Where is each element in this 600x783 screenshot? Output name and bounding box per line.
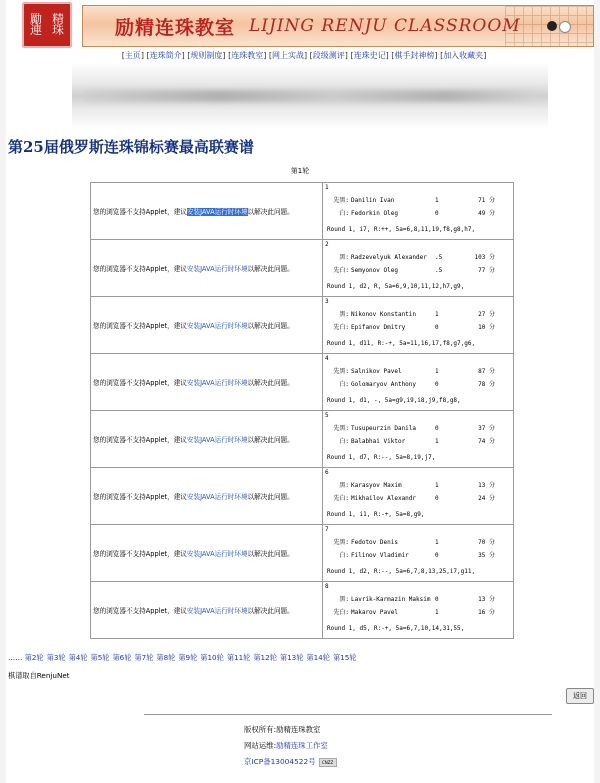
round-link[interactable]: 第4轮	[68, 653, 88, 662]
white-player: 白: Filinov Vladimir 0 35 分	[339, 552, 495, 559]
applet-notice: 您的浏览器不支持Applet，建议安装JAVA运行时环境以解决此问题。	[91, 297, 323, 354]
white-player: 白: Golomaryov Anthony 0 78 分	[339, 381, 495, 388]
install-java-link[interactable]: 安装JAVA运行时环境	[186, 550, 248, 558]
round-links: …… 第2轮 第3轮 第4轮 第5轮 第6轮 第7轮 第8轮 第9轮 第10轮 第11轮 第12轮 第13轮 第14轮 第15轮	[8, 653, 357, 662]
nav-link[interactable]: 连珠史记	[353, 51, 386, 60]
round-link[interactable]: 第2轮	[24, 653, 44, 662]
game-number: 8	[325, 583, 329, 590]
round-link[interactable]: 第11轮	[226, 653, 251, 662]
install-java-link[interactable]: 安装JAVA运行时环境	[186, 322, 248, 330]
white-player: 先白: Mikhailov Alexandr 0 24 分	[333, 495, 495, 502]
round-link[interactable]: 第3轮	[46, 653, 66, 662]
install-java-link[interactable]: 安装JAVA运行时环境	[186, 493, 248, 501]
applet-notice: 您的浏览器不支持Applet，建议安装JAVA运行时环境以解决此问题。	[91, 468, 323, 525]
round-link[interactable]: 第10轮	[200, 653, 224, 662]
white-player: 先白: Epifanov Dmitry 0 10 分	[333, 324, 495, 331]
game-row	[91, 183, 514, 240]
game-info	[323, 525, 514, 582]
install-java-link[interactable]: 安装JAVA运行时环境	[186, 607, 248, 615]
black-player: 黑: Karasyov Maxim 1 13 分	[339, 482, 495, 489]
page-title: 第25届俄罗斯连珠锦标赛最高联赛谱	[8, 138, 254, 156]
install-java-link[interactable]: 安装JAVA运行时环境	[186, 436, 248, 444]
game-info	[323, 582, 514, 639]
game-info	[323, 183, 514, 240]
game-info	[323, 297, 514, 354]
copyright-owner: 励精连珠教室	[276, 725, 321, 734]
icp-link[interactable]: 京ICP备13004522号	[244, 757, 316, 766]
game-row	[91, 468, 514, 525]
applet-notice: 您的浏览器不支持Applet，建议安装JAVA运行时环境以解决此问题。	[91, 411, 323, 468]
game-record: Round 1, i7, R:++, 5a=6,8,11,19,f8,g8,h7,	[327, 226, 476, 233]
round-link[interactable]: 第13轮	[279, 653, 304, 662]
applet-notice: 您的浏览器不支持Applet，建议安装JAVA运行时环境以解决此问题。	[91, 354, 323, 411]
game-record: Round 1, d5, R:-+, 5a=6,7,10,14,31,55,	[327, 625, 465, 632]
nav-link[interactable]: 棋手封神榜	[394, 51, 435, 60]
games-table	[90, 182, 514, 639]
nav-link[interactable]: 连珠教室	[231, 51, 264, 60]
footer-divider	[144, 714, 552, 715]
nav-link[interactable]: 规则制度	[190, 51, 223, 60]
install-java-link[interactable]: 安装JAVA运行时环境	[186, 208, 248, 216]
site-logo-seal[interactable]: 勵 精 連 珠	[22, 2, 72, 48]
round-link[interactable]: 第5轮	[90, 653, 110, 662]
applet-notice: 您的浏览器不支持Applet，建议安装JAVA运行时环境以解决此问题。	[91, 183, 323, 240]
banner-title-cn: 励精连珠教室	[115, 16, 236, 39]
black-player: 先黑: Salnikov Pavel 1 87 分	[333, 368, 495, 375]
nav-link[interactable]: 连珠简介	[149, 51, 182, 60]
game-number: 5	[325, 412, 329, 419]
game-row	[91, 582, 514, 639]
game-number: 2	[325, 241, 329, 248]
round-link[interactable]: 第7轮	[134, 653, 154, 662]
round-link[interactable]: 第8轮	[156, 653, 176, 662]
applet-notice: 您的浏览器不支持Applet，建议安装JAVA运行时环境以解决此问题。	[91, 240, 323, 297]
game-record: Round 1, d2, R:--, 5a=6,7,8,13,25,i7,g11,	[327, 568, 476, 575]
game-number: 3	[325, 298, 329, 305]
black-player: 黑: Nikonov Konstantin 1 27 分	[339, 311, 495, 318]
black-player: 先黑: Fedotov Denis 1 70 分	[333, 539, 495, 546]
black-player: 先黑: Tusupeurzin Danila 0 37 分	[333, 425, 495, 432]
footer: 版权所有:励精连珠教室 网站运维:励精连珠工作室 京ICP备13004522号 CNZZ	[244, 722, 337, 770]
cnzz-badge[interactable]: CNZZ	[319, 758, 337, 767]
nav-link[interactable]: 段级测评	[312, 51, 345, 60]
install-java-link[interactable]: 安装JAVA运行时环境	[186, 379, 248, 387]
round-link[interactable]: 第15轮	[332, 653, 357, 662]
black-player: 黑: Lavrik-Karmazin Maksim 0 13 分	[339, 596, 495, 603]
white-stone-icon	[559, 21, 571, 33]
game-record: Round 1, d7, R:--, 5a=8,i9,j7,	[327, 454, 436, 461]
white-player: 先白: Makarov Pavel 1 16 分	[333, 609, 495, 616]
game-number: 1	[325, 184, 329, 191]
round-link[interactable]: 第9轮	[178, 653, 198, 662]
game-row	[91, 297, 514, 354]
game-record: Round 1, d2, R, 5a=6,9,10,11,12,h7,g9,	[327, 283, 465, 290]
round-link[interactable]: 第14轮	[306, 653, 330, 662]
main-nav: [主页] [连珠简介] [规则制度] [连珠教室] [网上实战] [段级测评] [连珠史记] [棋手封神榜] [加入收藏夹]	[121, 51, 487, 60]
round-label: 第1轮	[290, 167, 310, 175]
black-player: 黑: Radzevelyuk Alexander .5 103 分	[339, 254, 495, 261]
back-button[interactable]: 返回	[566, 688, 594, 704]
white-player: 白: Fedorkin Oleg 0 49 分	[339, 210, 495, 217]
white-player: 先白: Semyonov Oleg .5 77 分	[333, 267, 495, 274]
game-number: 7	[325, 526, 329, 533]
game-row	[91, 240, 514, 297]
game-record: Round 1, i1, R:-+, 5a=8,g9,	[327, 511, 425, 518]
applet-notice: 您的浏览器不支持Applet，建议安装JAVA运行时环境以解决此问题。	[91, 525, 323, 582]
game-record: Round 1, d11, R:-+, 5a=11,16,17,f8,g7,g6,	[327, 340, 476, 347]
install-java-link[interactable]: 安装JAVA运行时环境	[186, 265, 248, 273]
nav-link[interactable]: 主页	[124, 51, 141, 60]
game-row	[91, 525, 514, 582]
game-row	[91, 411, 514, 468]
source-note: 棋谱取自RenjuNet	[8, 671, 70, 680]
operator-link[interactable]: 励精连珠工作室	[276, 741, 328, 750]
black-stone-icon	[547, 21, 557, 31]
nav-link[interactable]: 加入收藏夹	[443, 51, 484, 60]
game-row	[91, 354, 514, 411]
white-player: 白: Balabhai Viktor 1 74 分	[339, 438, 495, 445]
applet-notice: 您的浏览器不支持Applet，建议安装JAVA运行时环境以解决此问题。	[91, 582, 323, 639]
game-info	[323, 411, 514, 468]
banner-title-en: LIJING RENJU CLASSROOM	[249, 16, 521, 36]
page	[6, 0, 594, 783]
game-info	[323, 468, 514, 525]
game-number: 6	[325, 469, 329, 476]
round-link[interactable]: 第6轮	[112, 653, 132, 662]
site-banner	[82, 5, 594, 47]
nav-link[interactable]: 网上实战	[272, 51, 304, 60]
black-player: 先黑: Danilin Ivan 1 71 分	[333, 197, 495, 204]
round-link[interactable]: 第12轮	[253, 653, 277, 662]
game-number: 4	[325, 355, 329, 362]
game-record: Round 1, d1, -, 5a=g9,i9,i8,j9,f8,g8,	[327, 397, 461, 404]
game-info	[323, 240, 514, 297]
game-info	[323, 354, 514, 411]
ad-banner	[72, 64, 548, 128]
